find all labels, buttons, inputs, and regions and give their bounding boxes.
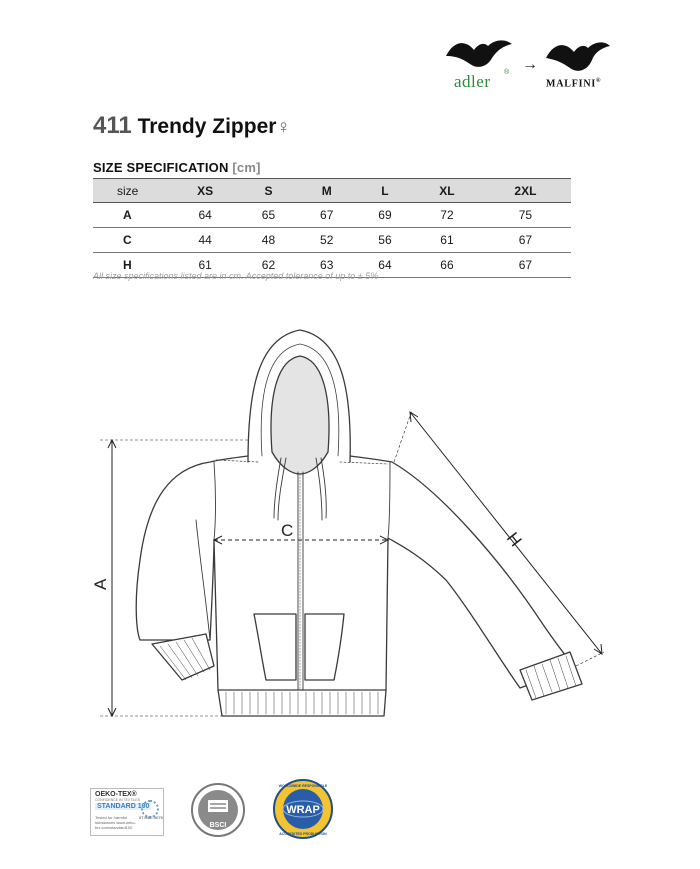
female-icon: ♀ bbox=[276, 117, 291, 138]
table-cell: 61 bbox=[414, 228, 480, 253]
table-cell: 65 bbox=[239, 203, 297, 228]
table-cell: 52 bbox=[298, 228, 356, 253]
wrap-badge bbox=[272, 778, 334, 840]
header-xs: XS bbox=[171, 179, 239, 203]
oeko-tex-standard: STANDARD 100 bbox=[97, 803, 150, 810]
table-cell: 48 bbox=[239, 228, 297, 253]
table-cell: 69 bbox=[356, 203, 414, 228]
size-spec-title: SIZE SPECIFICATION bbox=[93, 160, 229, 175]
wrap-ring-top: WORLDWIDE RESPONSIBLE bbox=[278, 784, 328, 788]
header-s: S bbox=[239, 179, 297, 203]
table-cell: 62 bbox=[239, 253, 297, 278]
wrap-label: WRAP bbox=[286, 804, 320, 816]
measure-label-h: H bbox=[502, 528, 526, 551]
waistband bbox=[218, 690, 386, 716]
header-2xl: 2XL bbox=[480, 179, 571, 203]
measure-label-a: A bbox=[91, 578, 110, 590]
malfini-registered-mark: ® bbox=[596, 78, 602, 84]
row-label: H bbox=[93, 253, 171, 278]
wrap-ring-bottom: ACCREDITED PRODUCTION bbox=[279, 832, 327, 836]
table-cell: 67 bbox=[480, 253, 571, 278]
pocket-left bbox=[254, 614, 296, 680]
oeko-tex-badge bbox=[90, 788, 164, 836]
malfini-text: MALFINI bbox=[546, 78, 597, 90]
table-cell: 72 bbox=[414, 203, 480, 228]
header-m: M bbox=[298, 179, 356, 203]
table-cell: 44 bbox=[171, 228, 239, 253]
product-code: 411 bbox=[93, 112, 132, 139]
bsci-badge bbox=[190, 782, 246, 838]
body-outline-right bbox=[350, 456, 574, 690]
table-cell: 75 bbox=[480, 203, 571, 228]
oeko-tex-number: 07.HBE.9070 bbox=[139, 815, 163, 820]
rebrand-arrow: → bbox=[522, 56, 538, 73]
row-label: C bbox=[93, 228, 171, 253]
left-cuff bbox=[152, 634, 214, 680]
measure-label-c: C bbox=[281, 521, 294, 540]
header-l: L bbox=[356, 179, 414, 203]
table-cell: 64 bbox=[171, 203, 239, 228]
bsci-label: BSCI bbox=[209, 822, 227, 829]
table-cell: 66 bbox=[414, 253, 480, 278]
pocket-right bbox=[305, 614, 344, 680]
oeko-tex-mark-icon bbox=[141, 800, 159, 818]
size-spec-unit: [cm] bbox=[232, 160, 261, 175]
table-cell: 64 bbox=[356, 253, 414, 278]
table-cell: 67 bbox=[298, 203, 356, 228]
oeko-tex-title: OEKO-TEX® bbox=[95, 791, 137, 798]
header-xl: XL bbox=[414, 179, 480, 203]
oeko-tex-sub: CONFIDENCE IN TEXTILES bbox=[95, 798, 141, 802]
zipper bbox=[298, 472, 303, 690]
tolerance-note: All size specifications listed are in cm. Accepted tolerance of up to ± 5% bbox=[93, 271, 379, 281]
table-cell: 56 bbox=[356, 228, 414, 253]
table-cell: 61 bbox=[171, 253, 239, 278]
table-cell: 63 bbox=[298, 253, 356, 278]
adler-wordmark: adler bbox=[454, 72, 491, 91]
table-cell: 67 bbox=[480, 228, 571, 253]
hood-opening bbox=[271, 356, 329, 474]
drawstring-right bbox=[316, 458, 322, 520]
row-label: A bbox=[93, 203, 171, 228]
header-size: size bbox=[93, 179, 171, 203]
product-name: Trendy Zipper bbox=[137, 115, 277, 138]
adler-registered-mark: ® bbox=[504, 69, 510, 76]
oeko-tex-note: Tested for harmful substances www.oeko-tex.com/standard100 bbox=[95, 815, 136, 830]
